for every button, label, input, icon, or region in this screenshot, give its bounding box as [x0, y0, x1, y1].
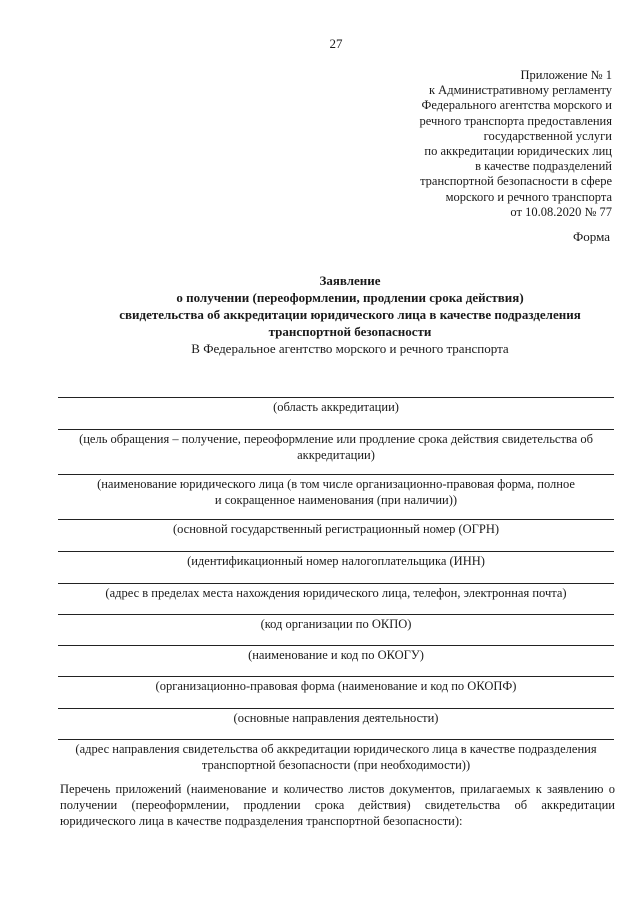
- fill-line[interactable]: [58, 645, 614, 646]
- field-caption: (область аккредитации): [273, 400, 399, 414]
- addressee: В Федеральное агентство морского и речного транспорта: [191, 341, 509, 356]
- fill-line[interactable]: [58, 583, 614, 584]
- appendix-line: Приложение № 1: [520, 68, 612, 82]
- title-line: транспортной безопасности: [268, 324, 432, 339]
- appendix-line: государственной услуги: [483, 128, 612, 143]
- field-okpo[interactable]: [58, 614, 614, 633]
- field-caption: (наименование и код по ОКОГУ): [248, 648, 424, 662]
- title-line: о получении (переоформлении, продлении срока действия): [176, 290, 524, 305]
- field-activities[interactable]: [58, 708, 614, 727]
- appendix-line: транспортной безопасности в сфере: [420, 174, 612, 189]
- field-caption: (код организации по ОКПО): [260, 617, 412, 631]
- appendix-line: Федерального агентства морского и: [421, 98, 612, 113]
- form-label: Форма: [573, 229, 610, 244]
- fill-line[interactable]: [58, 474, 614, 475]
- field-accreditation-scope[interactable]: [58, 397, 614, 416]
- field-certificate-delivery-address[interactable]: [58, 739, 614, 773]
- field-caption: (наименование юридического лица (в том числе организационно-правовая форма, полное и сокращенное наименования (при наличии)): [97, 477, 575, 507]
- field-caption: (идентификационный номер налогоплательщика (ИНН): [187, 554, 485, 568]
- appendix-line: по аккредитации юридических лиц: [424, 144, 612, 159]
- field-caption: (адрес направления свидетельства об аккредитации юридического лица в качестве подразделения транспортной безопасности (при необходимости)): [75, 742, 597, 772]
- appendix-line: к Административному регламенту: [428, 83, 612, 98]
- field-request-purpose[interactable]: [76, 429, 596, 463]
- fill-line[interactable]: [58, 551, 614, 552]
- fill-line[interactable]: [58, 397, 614, 398]
- fill-line[interactable]: [58, 519, 614, 520]
- appendix-line: морского и речного транспорта: [445, 189, 612, 204]
- appendix-line: от 10.08.2020 № 77: [510, 204, 612, 219]
- fill-line[interactable]: [58, 708, 614, 709]
- field-caption: (цель обращения – получение, переоформление или продление срока действия свидетельства об аккредитации): [79, 432, 593, 462]
- fill-line[interactable]: [58, 429, 614, 430]
- attachments-list-text: Перечень приложений (наименование и количество листов документов, прилагаемых к заявлению о получении (переоформлении, продлении срока действия) свидетельства об аккредитации юридического лица в качестве подразделения транспортной безопасности):: [60, 782, 615, 828]
- field-caption: (основные направления деятельности): [233, 711, 439, 725]
- field-caption: (адрес в пределах места нахождения юридического лица, телефон, электронная почта): [105, 586, 567, 600]
- field-legal-entity-name[interactable]: [96, 474, 576, 508]
- title-line: свидетельства об аккредитации юридического лица в качестве подразделения: [119, 307, 581, 322]
- fill-line[interactable]: [58, 614, 614, 615]
- field-inn[interactable]: [58, 551, 614, 570]
- field-address-contacts[interactable]: [58, 583, 614, 602]
- field-okogu[interactable]: [58, 645, 614, 664]
- fill-line[interactable]: [58, 676, 614, 677]
- fill-line[interactable]: [58, 739, 614, 740]
- appendix-reference: [312, 68, 612, 220]
- appendix-line: в качестве подразделений: [475, 159, 612, 174]
- field-ogrn[interactable]: [58, 519, 614, 538]
- appendix-line: речного транспорта предоставления: [419, 113, 612, 128]
- title-line: Заявление: [319, 273, 381, 288]
- document-title: [60, 272, 640, 340]
- field-caption: (основной государственный регистрационный номер (ОГРН): [172, 522, 500, 536]
- page-number: 27: [329, 36, 343, 51]
- field-okopf[interactable]: [58, 676, 614, 695]
- field-caption: (организационно-правовая форма (наименование и код по ОКОПФ): [155, 679, 517, 693]
